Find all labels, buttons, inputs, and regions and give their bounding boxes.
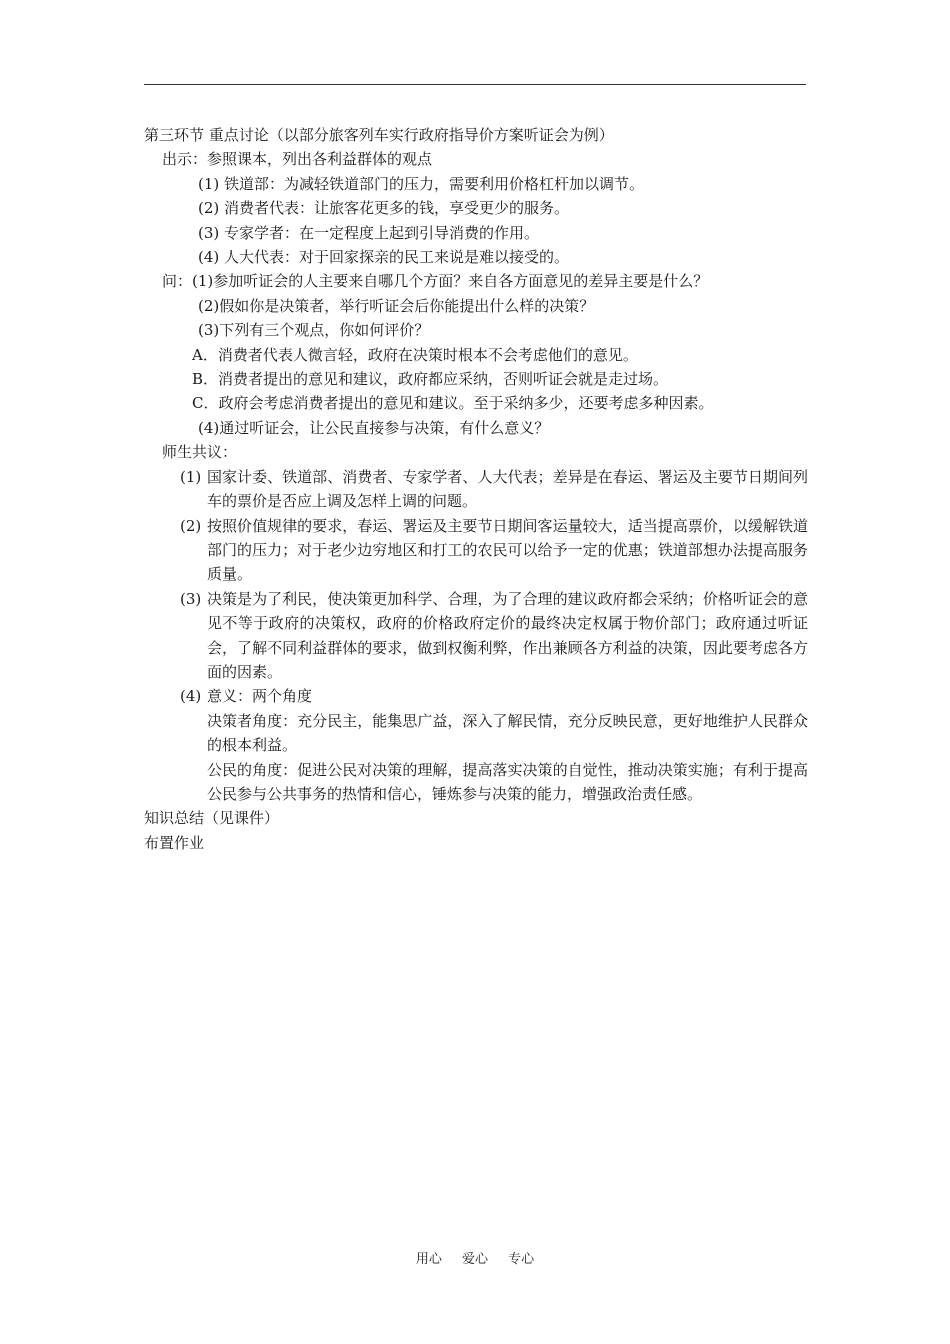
option-b: B．消费者提出的意见和建议，政府都应采纳，否则听证会就是走过场。 (192, 370, 669, 389)
item-text: 意义：两个角度 (207, 687, 313, 706)
consensus-item-1 (144, 465, 808, 514)
footer-word: 爱心 (461, 1252, 488, 1267)
question-1: 问：(1)参加听证会的人主要来自哪几个方面？来自各方面意见的差异主要是什么？ (162, 272, 709, 291)
homework: 布置作业 (144, 833, 205, 852)
section-title: 第三环节 重点讨论（以部分旅客列车实行政府指导价方案听证会为例） (144, 126, 614, 144)
consensus-label: 师生共议： (162, 443, 238, 462)
document-body (144, 123, 808, 855)
consensus-item-4 (144, 684, 808, 708)
knowledge-summary: 知识总结（见课件） (144, 809, 280, 828)
item-number: (2) (180, 516, 202, 535)
item-number: (1) (180, 467, 202, 486)
item-text: 国家计委、铁道部、消费者、专家学者、人大代表；差异是在春运、署运及主要节日期间列车的票价是否应上调及怎样上调的问题。 (207, 467, 808, 511)
question-4: (4)通过听证会，让公民直接参与决策，有什么意义？ (198, 418, 550, 437)
footer-word: 用心 (415, 1252, 442, 1267)
header-rule (144, 84, 806, 85)
consensus-item-3 (144, 587, 808, 685)
item-text: 决策是为了利民，使决策更加科学、合理，为了合理的建议政府都会采纳；价格听证会的意见不等于政府的决策权，政府的价格政府定价的最终决定权属于物价部门；政府通过听证会，了解不同利益群体的要求，做到权衡利弊，作出兼顾各方利益的决策，因此要考虑各方面的因素。 (207, 589, 808, 681)
show-label: 出示：参照课本，列出各利益群体的观点 (162, 150, 433, 169)
item-number: (3) (180, 589, 202, 608)
option-c: C．政府会考虑消费者提出的意见和建议。至于采纳多少，还要考虑多种因素。 (192, 394, 714, 413)
viewpoint-4: (4) 人大代表：对于回家探亲的民工来说是难以接受的。 (198, 248, 570, 267)
item-number: (4) (180, 687, 202, 706)
decision-maker-perspective: 决策者角度：充分民主，能集思广益，深入了解民情，充分反映民意，更好地维护人民群众的根本利益。 (207, 711, 808, 755)
viewpoint-2: (2) 消费者代表：让旅客花更多的钱，享受更少的服务。 (198, 199, 570, 218)
viewpoint-1: (1) 铁道部：为减轻铁道部门的压力，需要利用价格杠杆加以调节。 (198, 174, 645, 193)
citizen-perspective: 公民的角度：促进公民对决策的理解，提高落实决策的自觉性，推动决策实施；有利于提高公民参与公共事务的热情和信心，锤炼参与决策的能力，增强政治责任感。 (207, 760, 808, 803)
option-a: A．消费者代表人微言轻，政府在决策时根本不会考虑他们的意见。 (192, 345, 638, 364)
question-2: (2)假如你是决策者，举行听证会后你能提出什么样的决策？ (198, 296, 595, 315)
consensus-item-2 (144, 514, 808, 587)
page-footer (0, 1248, 950, 1267)
item-text: 按照价值规律的要求，春运、署运及主要节日期间客运量较大，适当提高票价，以缓解铁道部门的压力；对于老少边穷地区和打工的农民可以给予一定的优惠；铁道部想办法提高服务质量。 (207, 516, 808, 584)
question-3: (3)下列有三个观点，你如何评价？ (198, 321, 430, 340)
viewpoint-3: (3) 专家学者：在一定程度上起到引导消费的作用。 (198, 223, 540, 242)
footer-word: 专心 (508, 1252, 535, 1267)
